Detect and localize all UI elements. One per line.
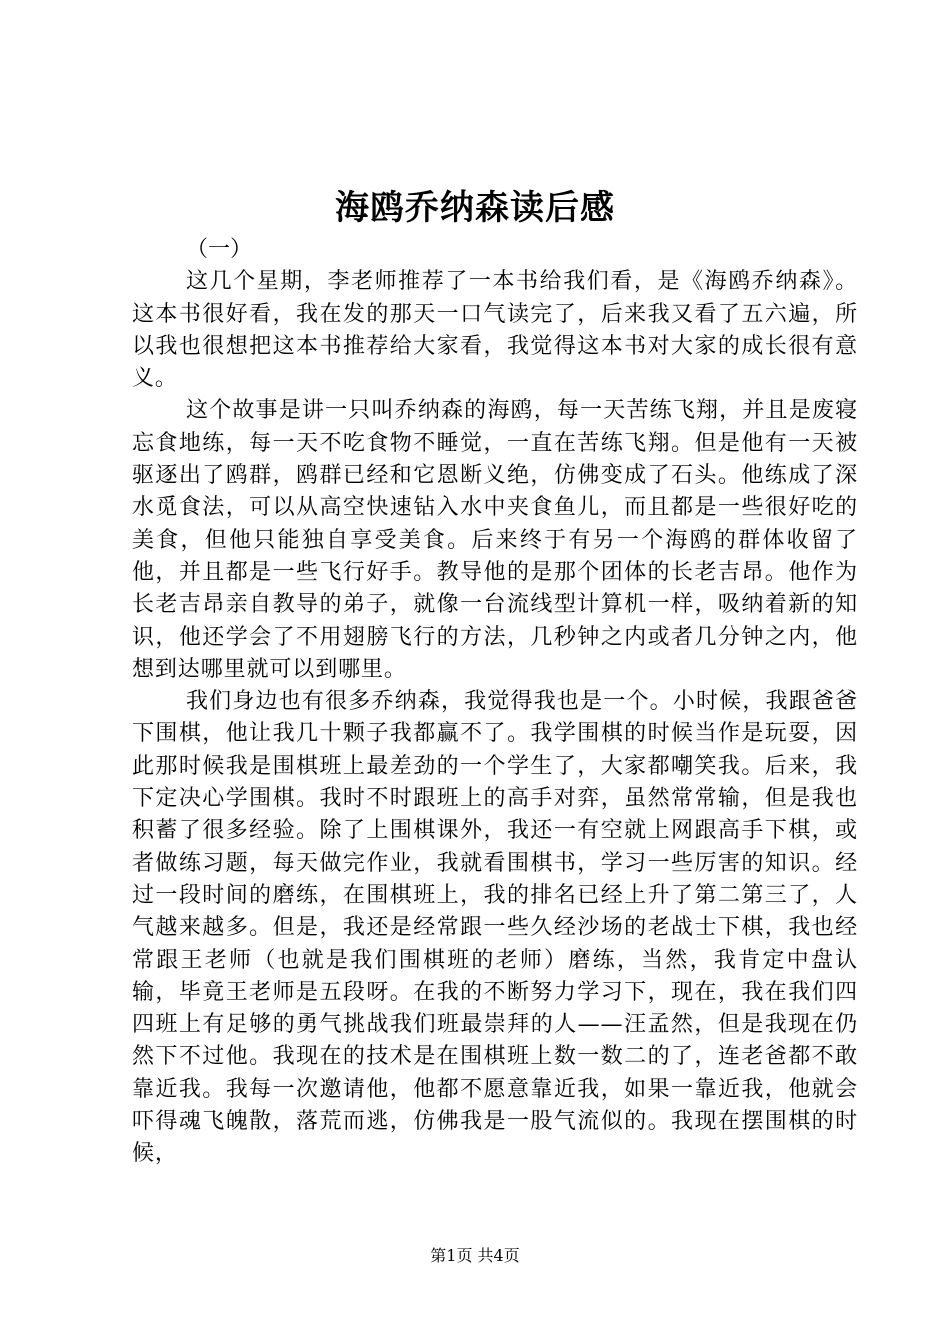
paragraph: 这几个星期，李老师推荐了一本书给我们看，是《海鸥乔纳森》。这本书很好看，我在发的那天一口气读完了，后来我又看了五六遍，所以我也很想把这本书推荐给大家看，我觉得这本书对大家的成长很有意义。 (132, 269, 858, 392)
document-body (132, 234, 858, 1171)
page-number-footer: 第1页 共4页 (430, 1246, 520, 1265)
section-label: （一） (186, 237, 253, 262)
paragraph: 这个故事是讲一只叫乔纳森的海鸥，每一天苦练飞翔，并且是废寝忘食地练，每一天不吃食物不睡觉，一直在苦练飞翔。但是他有一天被驱逐出了鸥群，鸥群已经和它恩断义绝，仿佛变成了石头。他练成了深水觅食法，可以从高空快速钻入水中夹食鱼儿，而且都是一些很好吃的美食，但他只能独自享受美食。后来终于有另一个海鸥的群体收留了他，并且都是一些飞行好手。教导他的是那个团体的长老吉昂。他作为长老吉昂亲自教导的弟子，就像一台流线型计算机一样，吸纳着新的知识，他还学会了不用翅膀飞行的方法，几秒钟之内或者几分钟之内，他想到达哪里就可以到哪里。 (132, 398, 858, 682)
paragraph: 我们身边也有很多乔纳森，我觉得我也是一个。小时候，我跟爸爸下围棋，他让我几十颗子我都赢不了。我学围棋的时候当作是玩耍，因此那时候我是围棋班上最差劲的一个学生了，大家都嘲笑我。后来，我下定决心学围棋。我时不时跟班上的高手对弈，虽然常常输，但是我也积蓄了很多经验。除了上围棋课外，我还一有空就上网跟高手下棋，或者做练习题，每天做完作业，我就看围棋书，学习一些厉害的知识。经过一段时间的磨练，在围棋班上，我的排名已经上升了第二第三了，人气越来越多。但是，我还是经常跟一些久经沙场的老战士下棋，我也经常跟王老师（也就是我们围棋班的老师）磨练，当然，我肯定中盘认输，毕竟王老师是五段呀。在我的不断努力学习下，现在，我在我们四四班上有足够的勇气挑战我们班最崇拜的人——汪孟然，但是我现在仍然下不过他。我现在的技术是在围棋班上数一数二的了，连老爸都不敢靠近我。我每一次邀请他，他都不愿意靠近我，如果一靠近我，他就会吓得魂飞魄散，落荒而逃，仿佛我是一股气流似的。我现在摆围棋的时候， (132, 689, 858, 1167)
page-title: 海鸥乔纳森读后感 (335, 188, 615, 228)
